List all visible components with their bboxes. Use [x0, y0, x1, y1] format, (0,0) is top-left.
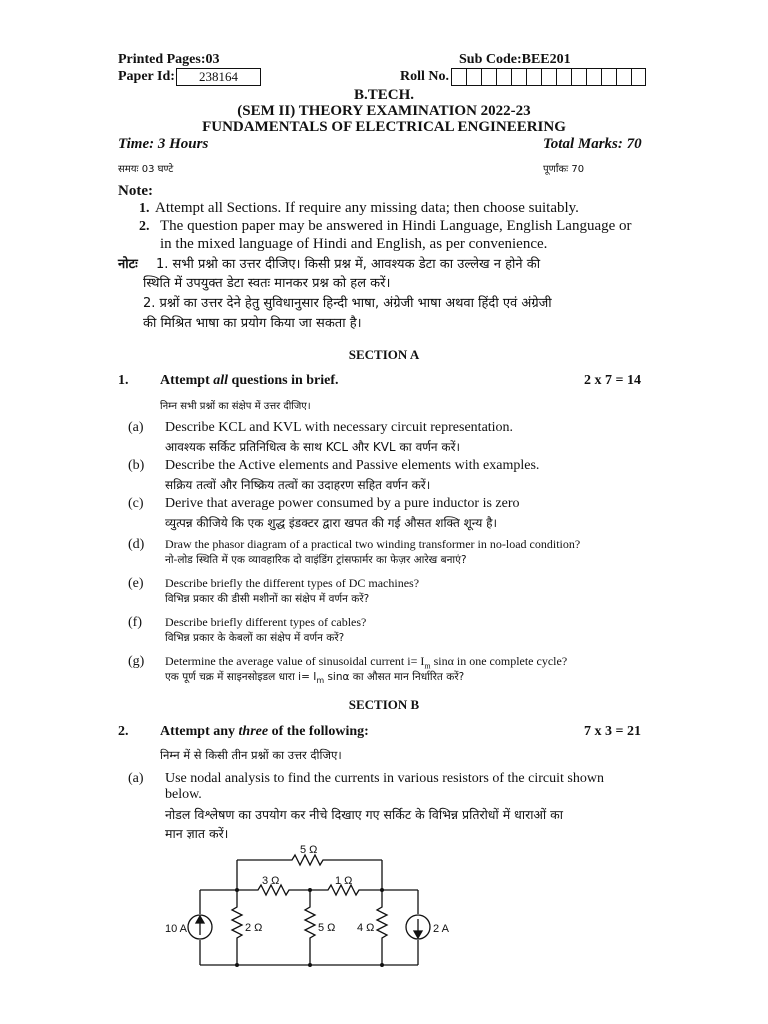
q2-instruction: Attempt any three of the following:: [160, 724, 369, 739]
part-label: (c): [128, 496, 144, 511]
resistor-shunt-2: [232, 890, 242, 965]
node-dot: [308, 888, 312, 892]
q2-marks: 7 x 3 = 21: [584, 724, 641, 739]
part-b-english: Describe the Active elements and Passive elements with examples.: [165, 458, 540, 473]
label-r-shunt2: 5 Ω: [318, 922, 336, 934]
q2a-hindi-line2: मान ज्ञात करें।: [165, 826, 229, 841]
q2-instruction-hindi: निम्न में से किसी तीन प्रश्नों का उत्तर दीजिए।: [160, 748, 342, 762]
part-label: (b): [128, 458, 145, 473]
part-b-hindi: सक्रिय तत्वों और निष्क्रिय तत्वों का उदाहरण सहित वर्णन करें।: [165, 478, 431, 492]
label-r-shunt1: 2 Ω: [245, 922, 263, 934]
time-hindi: समयः 03 घण्टे: [118, 164, 174, 175]
time-label: Time: 3 Hours: [118, 136, 209, 152]
part-e-english: Describe briefly the different types of DC machines?: [165, 576, 420, 590]
q1-number: 1.: [118, 373, 129, 388]
q2a-hindi-line1: नोडल विश्लेषण का उपयोग कर नीचे दिखाए गए सर्किट के विभिन्न प्रतिरोधों में धाराओं का: [165, 807, 564, 822]
note-hindi-2-line2: की मिश्रित भाषा का प्रयोग किया जा सकता है।: [143, 316, 362, 331]
paper-id-label: Paper Id:: [118, 69, 175, 84]
part-a-hindi: आवश्यक सर्किट प्रतिनिधित्व के साथ KCL और KVL का वर्णन करें।: [165, 440, 461, 454]
note-item-1: Attempt all Sections. If require any missing data; then choose suitably.: [155, 200, 579, 216]
sub-code: Sub Code:BEE201: [459, 52, 571, 67]
section-b-title: SECTION B: [348, 697, 420, 712]
section-a-title: SECTION A: [348, 347, 420, 362]
part-label: (f): [128, 615, 142, 630]
part-e-hindi: विभिन्न प्रकार की डीसी मशीनों का संक्षेप में वर्णन करें?: [165, 593, 370, 605]
note-item-2-line1: The question paper may be answered in Hindi Language, English Language or: [160, 218, 632, 234]
part-g-hindi: एक पूर्ण चक्र में साइनसोइडल धारा $i= I_m$ sinα का औसत मान निर्धारित करें?: [165, 671, 465, 686]
arrow-up-icon: [196, 916, 204, 923]
part-a-english: Describe KCL and KVL with necessary circuit representation.: [165, 420, 514, 435]
roll-no-label: Roll No.: [400, 69, 449, 84]
part-g-english: Determine the average value of sinusoidal current $i= I_m$ sinα in one complete cycle?: [165, 654, 568, 671]
q1-marks: 2 x 7 = 14: [584, 373, 641, 388]
label-r-shunt3: 4 Ω: [357, 922, 375, 934]
subject-title: FUNDAMENTALS OF ELECTRICAL ENGINEERING: [202, 119, 566, 135]
part-c-hindi: व्युत्पन्न कीजिये कि एक शुद्ध इंडक्टर द्वारा खपत की गई औसत शक्ति शून्य है।: [165, 516, 498, 530]
q2-number: 2.: [118, 724, 129, 739]
node-dot: [235, 963, 239, 967]
part-label: (g): [128, 654, 145, 669]
note-num-2: 2.: [139, 219, 150, 234]
arrow-down-icon: [414, 931, 422, 938]
part-f-hindi: विभिन्न प्रकार के केबलों का संक्षेप में वर्णन करें?: [165, 632, 345, 644]
note-item-2-line2: in the mixed language of Hindi and English, as per convenience.: [160, 236, 548, 252]
label-r-right: 1 Ω: [335, 875, 353, 887]
marks-hindi: पूर्णांकः 70: [543, 164, 585, 175]
note-hindi-label: नोटः: [118, 257, 138, 272]
q2a-line1: Use nodal analysis to find the currents in various resistors of the circuit shown: [165, 771, 604, 786]
part-label: (a): [128, 420, 144, 435]
note-hindi-1-line2: स्थिति में उपयुक्त डेटा स्वतः मानकर प्रश्न को हल करें।: [143, 276, 391, 291]
label-src-left: 10 A: [165, 923, 188, 935]
degree: B.TECH.: [353, 87, 414, 103]
part-d-english: Draw the phasor diagram of a practical two winding transformer in no-load condition?: [165, 537, 581, 551]
q1-instruction: Attempt all questions in brief.: [160, 373, 339, 388]
note-num-1: 1.: [139, 201, 150, 216]
resistor-top-wire: [237, 855, 382, 865]
label-src-right: 2 A: [433, 923, 449, 935]
part-label: (a): [128, 771, 144, 786]
total-marks: Total Marks: 70: [543, 136, 642, 152]
label-r-left: 3 Ω: [262, 875, 280, 887]
part-c-english: Derive that average power consumed by a pure inductor is zero: [165, 496, 520, 511]
part-label: (e): [128, 576, 144, 591]
resistor-shunt-4: [377, 890, 387, 965]
part-f-english: Describe briefly different types of cables?: [165, 615, 367, 629]
q1-instruction-hindi: निम्न सभी प्रश्नों का संक्षेप में उत्तर दीजिए।: [160, 401, 311, 412]
note-hindi-1-line1: 1. सभी प्रश्नो का उत्तर दीजिए। किसी प्रश्न में, आवश्यक डेटा का उल्लेख न होने की: [156, 257, 541, 272]
label-r-top: 5 Ω: [300, 844, 318, 856]
note-hindi-2-line1: 2. प्रश्नों का उत्तर देने हेतु सुविधानुसार हिन्दी भाषा, अंग्रेजी भाषा अथवा हिंदी एवं अंग्रेजी: [143, 296, 552, 311]
part-d-hindi: नो-लोड स्थिति में एक व्यावहारिक दो वाइंडिंग ट्रांसफार्मर का फेज़र आरेख बनाएं?: [165, 554, 467, 566]
node-dot: [380, 963, 384, 967]
printed-pages: Printed Pages:03: [118, 52, 220, 67]
node-dot: [235, 888, 239, 892]
part-label: (d): [128, 537, 145, 552]
q2a-line2: below.: [165, 787, 202, 802]
node-dot: [380, 888, 384, 892]
note-title: Note:: [118, 183, 153, 199]
node-dot: [308, 963, 312, 967]
paper-id-value: 238164: [199, 69, 238, 84]
exam-title: (SEM II) THEORY EXAMINATION 2022-23: [237, 103, 531, 119]
resistor-shunt-5: [305, 890, 315, 965]
